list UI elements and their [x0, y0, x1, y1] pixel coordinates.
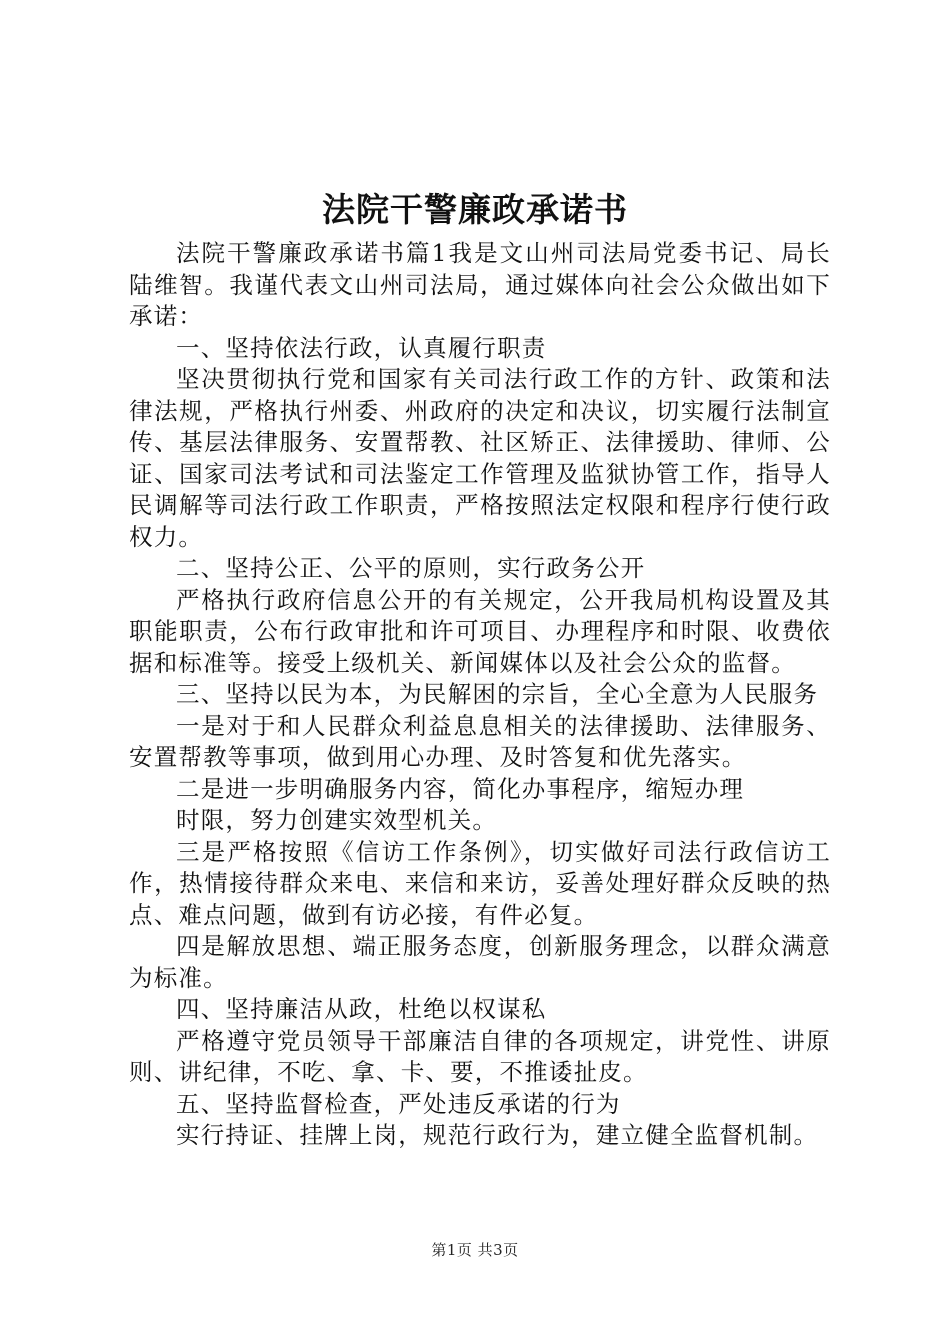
document-title: 法院干警廉政承诺书 [322, 190, 628, 229]
heading-section-1: 一、坚持依法行政，认真履行职责 [176, 333, 547, 362]
heading-section-4: 四、坚持廉洁从政，杜绝以权谋私 [176, 995, 547, 1023]
heading-section-3: 三、坚持以民为本，为民解困的宗旨，全心全意为人民服务 [176, 680, 819, 708]
paragraph-intro: 法院干警廉政承诺书篇1我是文山州司法局党委书记、局长陆维智。我谨代表文山州司法局，通过媒体向社会公众做出如下承诺： [129, 239, 831, 330]
page-number-footer: 第1页 共3页 [431, 1241, 519, 1259]
paragraph-item-4: 四是解放思想、端正服务态度，创新服务理念，以群众满意为标准。 [129, 932, 831, 992]
paragraph-item-2-continued: 时限，努力创建实效型机关。 [176, 806, 498, 834]
paragraph-section-4: 严格遵守党员领导干部廉洁自律的各项规定，讲党性、讲原则、讲纪律，不吃、拿、卡、要，不推诿扯皮。 [129, 1026, 831, 1086]
paragraph-section-1: 坚决贯彻执行党和国家有关司法行政工作的方针、政策和法律法规，严格执行州委、州政府的决定和决议，切实履行法制宣传、基层法律服务、安置帮教、社区矫正、法律援助、律师、公证、国家司法考试和司法鉴定工作管理及监狱协管工作，指导人民调解等司法行政工作职责，严格按照法定权限和程序行使行政权力。 [129, 365, 831, 551]
paragraph-item-1: 一是对于和人民群众利益息息相关的法律援助、法律服务、安置帮教等事项，做到用心办理、及时答复和优先落实。 [129, 711, 831, 771]
paragraph-item-3: 三是严格按照《信访工作条例》，切实做好司法行政信访工作，热情接待群众来电、来信和来访，妥善处理好群众反映的热点、难点问题，做到有访必接，有件必复。 [129, 837, 831, 929]
paragraph-section-5: 实行持证、挂牌上岗，规范行政行为，建立健全监督机制。 [176, 1121, 819, 1149]
paragraph-item-2: 二是进一步明确服务内容，简化办事程序，缩短办理 [176, 774, 745, 803]
heading-section-5: 五、坚持监督检查，严处违反承诺的行为 [176, 1089, 621, 1118]
paragraph-section-2: 严格执行政府信息公开的有关规定，公开我局机构设置及其职能职责，公布行政审批和许可项目、办理程序和时限、收费依据和标准等。接受上级机关、新闻媒体以及社会公众的监督。 [129, 585, 831, 677]
heading-section-2: 二、坚持公正、公平的原则，实行政务公开 [176, 554, 646, 582]
document-body [129, 238, 831, 1152]
